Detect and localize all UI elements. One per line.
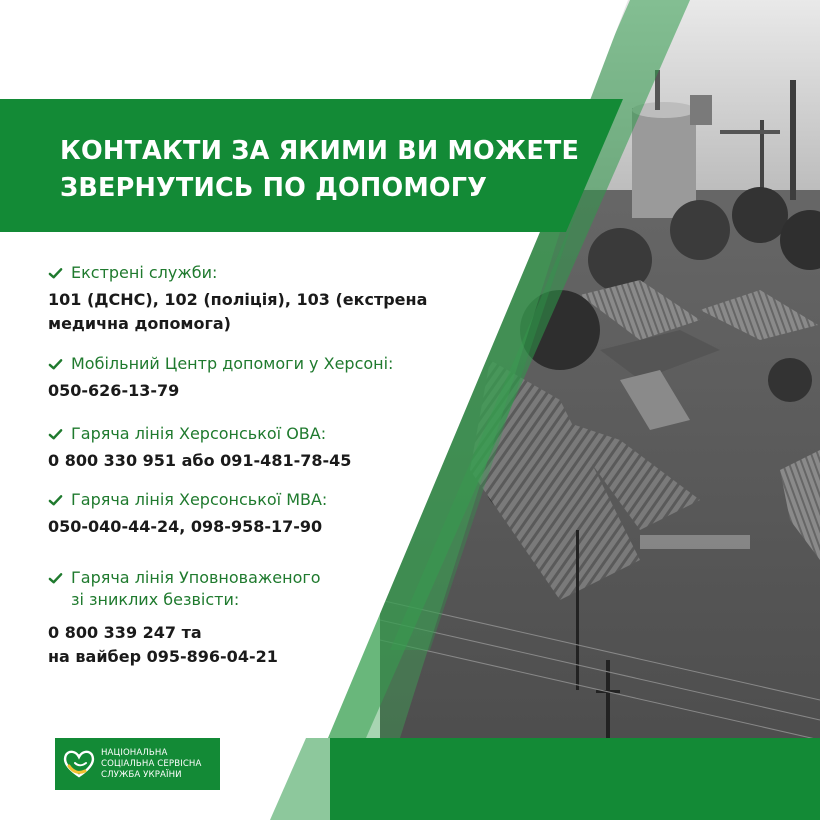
bottom-bar [330,738,820,820]
contact-value-line: 0 800 330 951 або 091-481-78-45 [48,451,352,470]
contact-label-text: Гаряча лінія Херсонської МВА: [71,490,328,509]
contact-value [48,621,488,669]
contact-value-line: 0 800 339 247 та [48,623,202,642]
nsss-logo [55,738,220,790]
contact-label [48,489,488,511]
check-icon [48,493,63,508]
contact-value-line: 101 (ДСНС), 102 (поліція), 103 (екстрена [48,290,428,309]
logo-text-line: СЛУЖБА УКРАЇНИ [101,769,182,780]
contact-value [48,449,488,473]
check-icon [48,427,63,442]
title-line-1: КОНТАКТИ ЗА ЯКИМИ ВИ МОЖЕТЕ [60,136,580,166]
contact-value-line: 050-626-13-79 [48,381,180,400]
logo-text-line: НАЦІОНАЛЬНА [101,747,168,758]
heart-hands-logo-icon [61,746,97,782]
contact-item-ova-hotline [48,423,488,473]
contact-value [48,515,488,539]
contact-label-text: Екстрені служби: [71,263,218,282]
contact-item-mva-hotline [48,489,488,539]
logo-text [101,748,201,781]
logo-text-line: СОЦІАЛЬНА СЕРВІСНА [101,758,202,769]
check-icon [48,357,63,372]
contact-label-text: Гаряча лінія Херсонської ОВА: [71,424,327,443]
contact-item-missing-persons [48,567,488,669]
contact-label-text [71,567,321,611]
contact-value [48,379,488,403]
contact-value-line: 050-040-44-24, 098-958-17-90 [48,517,323,536]
contact-label [48,567,488,611]
contact-label-line: зі зниклих безвісти: [71,590,240,609]
check-icon [48,571,63,586]
page-title [60,133,620,207]
contact-item-mobile-center [48,353,488,403]
contact-item-emergency [48,262,488,336]
contact-value-line: на вайбер 095-896-04-21 [48,647,278,666]
contact-label-line: Гаряча лінія Уповноваженого [71,568,321,587]
contact-label [48,423,488,445]
contact-label [48,353,488,375]
contact-label-text: Мобільний Центр допомоги у Херсоні: [71,354,394,373]
contacts-list [48,262,488,669]
contact-value [48,288,488,336]
contact-label [48,262,488,284]
check-icon [48,266,63,281]
contact-value-line: медична допомога) [48,314,231,333]
title-line-2: ЗВЕРНУТИСЬ ПО ДОПОМОГУ [60,173,488,203]
